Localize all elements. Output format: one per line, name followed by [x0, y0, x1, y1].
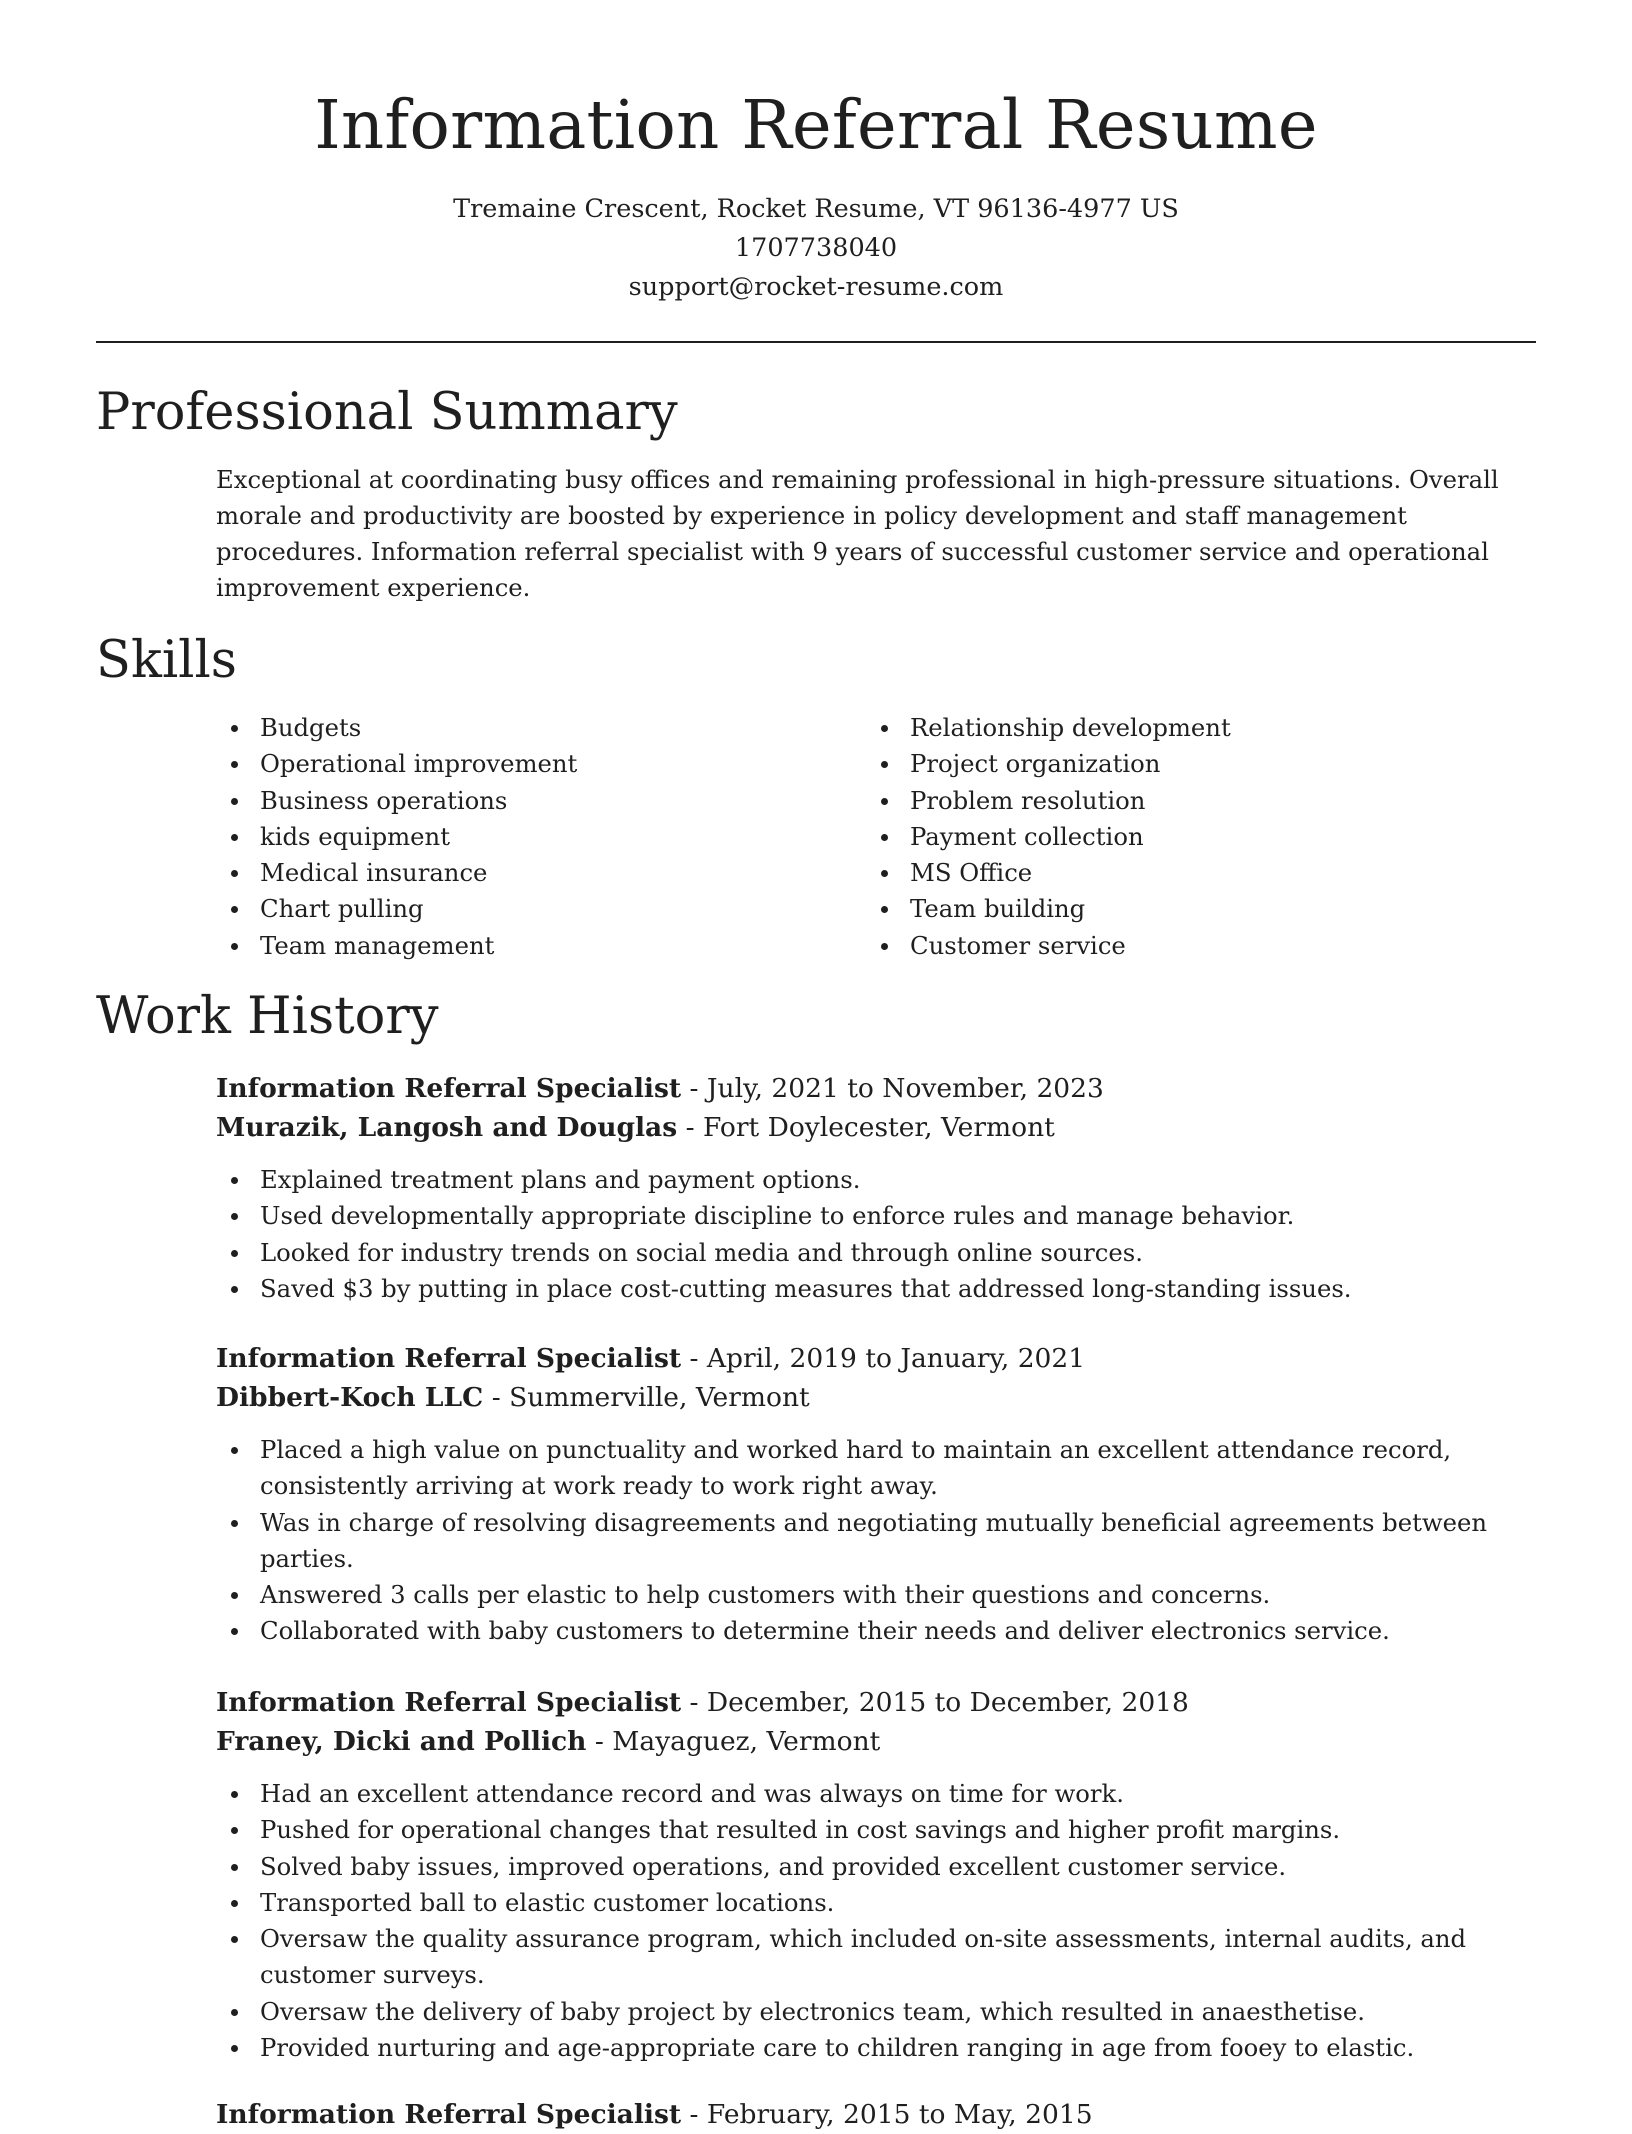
summary-heading: Professional Summary [96, 383, 678, 442]
job-bullet: Explained treatment plans and payment options. [216, 1162, 1546, 1198]
job-bullet: Saved $3 by putting in place cost-cutting measures that addressed long-standing issues. [216, 1271, 1546, 1307]
job-entry [216, 1339, 1546, 1650]
job-company-line [216, 1722, 1546, 1761]
job-company: Dibbert-Koch LLC [216, 1382, 484, 1413]
job-location: - Mayaguez, Vermont [586, 1726, 881, 1757]
job-bullets [216, 1776, 1546, 2066]
skill-item: Chart pulling [216, 891, 836, 927]
job-bullet: Collaborated with baby customers to determine their needs and deliver electronics service. [216, 1613, 1546, 1649]
skill-item: Customer service [866, 928, 1486, 964]
skill-item: MS Office [866, 855, 1486, 891]
contact-address: Tremaine Crescent, Rocket Resume, VT 96136-4977 US [453, 194, 1179, 224]
skills-list-left [216, 710, 836, 964]
job-bullet: Provided nurturing and age-appropriate care to children ranging in age from fooey to elastic. [216, 2030, 1546, 2066]
skill-item: Team management [216, 928, 836, 964]
skill-item: Medical insurance [216, 855, 836, 891]
job-bullet: Had an excellent attendance record and was always on time for work. [216, 1776, 1546, 1812]
contact-phone: 1707738040 [734, 233, 898, 263]
job-company-line [216, 1108, 1546, 1147]
summary-text: Exceptional at coordinating busy offices and remaining professional in high-pressure situations. Overall morale and productivity are boosted by experience in policy development and staff management procedures. Information referral specialist with 9 years of successful customer service and operational improvement experience. [216, 465, 1499, 602]
job-dates: - February, 2015 to May, 2015 [681, 2099, 1093, 2130]
job-dates: - April, 2019 to January, 2021 [681, 1343, 1086, 1374]
job-bullet: Placed a high value on punctuality and worked hard to maintain an excellent attendance record, consistently arriving at work ready to work right away. [216, 1432, 1546, 1505]
job-location: - Fort Doylecester, Vermont [677, 1112, 1055, 1143]
job-title: Information Referral Specialist [216, 1687, 682, 1718]
job-company: Murazik, Langosh and Douglas [216, 1112, 678, 1143]
skills-list-right [866, 710, 1486, 964]
contact-block [0, 190, 1632, 307]
job-entry [216, 2095, 1546, 2134]
job-bullet: Oversaw the delivery of baby project by electronics team, which resulted in anaesthetise. [216, 1994, 1546, 2030]
skill-item: Project organization [866, 746, 1486, 782]
job-title: Information Referral Specialist [216, 1073, 682, 1104]
job-bullet: Pushed for operational changes that resulted in cost savings and higher profit margins. [216, 1812, 1546, 1848]
job-title: Information Referral Specialist [216, 1343, 682, 1374]
job-title-line [216, 1683, 1546, 1722]
work-history-heading: Work History [96, 987, 439, 1046]
skill-item: Team building [866, 891, 1486, 927]
job-dates: - December, 2015 to December, 2018 [681, 1687, 1189, 1718]
job-title-line [216, 2095, 1546, 2134]
job-bullet: Transported ball to elastic customer locations. [216, 1885, 1546, 1921]
skill-item: Problem resolution [866, 783, 1486, 819]
skill-item: kids equipment [216, 819, 836, 855]
skills-heading: Skills [96, 631, 237, 690]
job-company: Franey, Dicki and Pollich [216, 1726, 587, 1757]
contact-email: support@rocket-resume.com [628, 272, 1004, 302]
resume-title: Information Referral Resume [314, 86, 1318, 164]
job-location: - Summerville, Vermont [483, 1382, 810, 1413]
job-bullets [216, 1432, 1546, 1650]
job-entry [216, 1069, 1546, 1307]
skill-item: Payment collection [866, 819, 1486, 855]
job-title-line [216, 1339, 1546, 1378]
skill-item: Budgets [216, 710, 836, 746]
job-title: Information Referral Specialist [216, 2099, 682, 2130]
header-divider [96, 341, 1536, 343]
job-bullet: Looked for industry trends on social media and through online sources. [216, 1235, 1546, 1271]
skill-item: Business operations [216, 783, 836, 819]
job-bullet: Solved baby issues, improved operations, and provided excellent customer service. [216, 1849, 1546, 1885]
job-bullets [216, 1162, 1546, 1307]
job-bullet: Used developmentally appropriate discipline to enforce rules and manage behavior. [216, 1198, 1546, 1234]
job-dates: - July, 2021 to November, 2023 [681, 1073, 1104, 1104]
job-title-line [216, 1069, 1546, 1108]
job-bullet: Was in charge of resolving disagreements and negotiating mutually beneficial agreements between parties. [216, 1505, 1546, 1578]
job-bullet: Oversaw the quality assurance program, which included on-site assessments, internal audits, and customer surveys. [216, 1921, 1546, 1994]
skill-item: Operational improvement [216, 746, 836, 782]
job-entry [216, 1683, 1546, 2066]
job-bullet: Answered 3 calls per elastic to help customers with their questions and concerns. [216, 1577, 1546, 1613]
job-company-line [216, 1378, 1546, 1417]
skill-item: Relationship development [866, 710, 1486, 746]
